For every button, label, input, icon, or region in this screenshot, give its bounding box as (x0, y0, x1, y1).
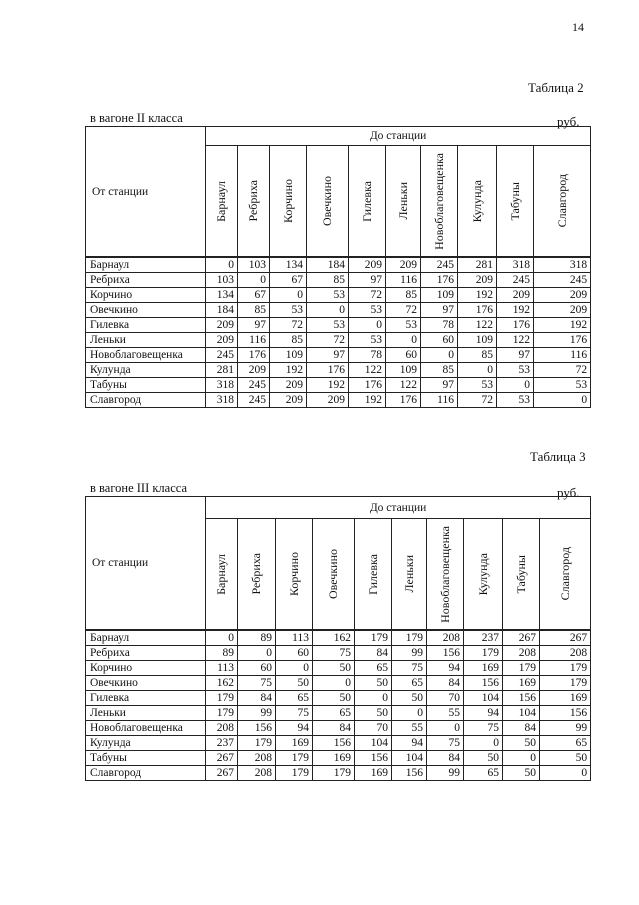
row-station-name: Ребриха (86, 646, 206, 661)
fare-cell: 84 (427, 751, 464, 766)
fare-cell: 169 (355, 766, 392, 781)
fare-cell: 109 (270, 348, 307, 363)
fare-cell: 84 (313, 721, 355, 736)
table-row (86, 630, 591, 646)
fare-cell: 0 (392, 706, 427, 721)
fare-cell: 208 (238, 766, 276, 781)
fare-cell: 89 (206, 646, 238, 661)
fare-cell: 94 (464, 706, 503, 721)
column-header-label: Гилевка (359, 180, 374, 222)
fare-table-second-class (85, 126, 591, 408)
column-header (276, 519, 313, 631)
fare-cell: 184 (206, 303, 238, 318)
row-station-name: Гилевка (86, 691, 206, 706)
column-header-label: Ребриха (249, 553, 263, 595)
fare-cell: 179 (276, 751, 313, 766)
table-row (86, 333, 591, 348)
fare-cell: 208 (238, 751, 276, 766)
row-station-name: Гилевка (86, 318, 206, 333)
fare-cell: 85 (307, 273, 349, 288)
fare-cell: 116 (421, 393, 458, 408)
fare-cell: 97 (349, 273, 386, 288)
fare-cell: 50 (464, 751, 503, 766)
fare-cell: 60 (421, 333, 458, 348)
table-row (86, 348, 591, 363)
column-header-label: Новоблаговещенка (431, 152, 446, 250)
fare-cell: 116 (238, 333, 270, 348)
column-header-label: Овечкино (320, 176, 334, 226)
fare-cell: 281 (206, 363, 238, 378)
fare-cell: 122 (386, 378, 421, 393)
row-station-name: Ребриха (86, 273, 206, 288)
fare-cell: 53 (458, 378, 497, 393)
fare-cell: 267 (206, 751, 238, 766)
fare-cell: 84 (503, 721, 540, 736)
column-header (392, 519, 427, 631)
column-header (458, 146, 497, 258)
fare-cell: 318 (206, 393, 238, 408)
fare-cell: 267 (206, 766, 238, 781)
fare-cell: 156 (427, 646, 464, 661)
column-header-label: Славгород (554, 174, 569, 228)
fare-cell: 176 (534, 333, 591, 348)
column-header (206, 146, 238, 258)
table2-caption: в вагоне II класса (90, 111, 183, 125)
fare-cell: 65 (540, 736, 591, 751)
fare-cell: 192 (270, 363, 307, 378)
fare-cell: 97 (421, 303, 458, 318)
column-header (464, 519, 503, 631)
fare-cell: 85 (386, 288, 421, 303)
fare-table-third-class (85, 496, 591, 781)
fare-cell: 85 (421, 363, 458, 378)
fare-cell: 209 (497, 288, 534, 303)
fare-cell: 104 (464, 691, 503, 706)
fare-cell: 134 (270, 257, 307, 273)
column-header-label: Гилевка (365, 553, 380, 595)
fare-cell: 75 (238, 676, 276, 691)
fare-cell: 208 (503, 646, 540, 661)
table-row (86, 646, 591, 661)
table-row (86, 736, 591, 751)
column-header-label: Кулунда (475, 552, 490, 596)
fare-cell: 75 (276, 706, 313, 721)
row-station-name: Славгород (86, 393, 206, 408)
fare-cell: 53 (497, 393, 534, 408)
fare-cell: 97 (238, 318, 270, 333)
column-header (503, 519, 540, 631)
fare-cell: 75 (313, 646, 355, 661)
fare-cell: 318 (497, 257, 534, 273)
column-header (355, 519, 392, 631)
fare-cell: 50 (355, 676, 392, 691)
fare-cell: 245 (421, 257, 458, 273)
fare-cell: 109 (386, 363, 421, 378)
fare-cell: 104 (503, 706, 540, 721)
fare-cell: 65 (464, 766, 503, 781)
table-row (86, 393, 591, 408)
fare-cell: 65 (276, 691, 313, 706)
fare-cell: 281 (458, 257, 497, 273)
column-header-label: Ребриха (246, 180, 260, 222)
row-station-name: Корчино (86, 661, 206, 676)
fare-cell: 85 (458, 348, 497, 363)
row-station-name: Кулунда (86, 736, 206, 751)
column-header (386, 146, 421, 258)
fare-cell: 169 (313, 751, 355, 766)
fare-cell: 72 (307, 333, 349, 348)
fare-cell: 0 (355, 691, 392, 706)
fare-cell: 50 (313, 661, 355, 676)
column-header (534, 146, 591, 258)
fare-cell: 192 (349, 393, 386, 408)
fare-cell: 60 (238, 661, 276, 676)
column-header (238, 146, 270, 258)
fare-cell: 94 (392, 736, 427, 751)
fare-cell: 85 (270, 333, 307, 348)
row-station-name: Новоблаговещенка (86, 721, 206, 736)
column-header (206, 519, 238, 631)
fare-cell: 0 (497, 378, 534, 393)
fare-cell: 176 (307, 363, 349, 378)
fare-cell: 99 (427, 766, 464, 781)
fare-cell: 156 (392, 766, 427, 781)
fare-cell: 169 (503, 676, 540, 691)
fare-cell: 53 (497, 363, 534, 378)
table-row (86, 257, 591, 273)
column-header (270, 146, 307, 258)
fare-cell: 0 (276, 661, 313, 676)
fare-cell: 179 (464, 646, 503, 661)
row-station-name: Леньки (86, 333, 206, 348)
fare-cell: 104 (392, 751, 427, 766)
column-header-label: Табуны (513, 554, 528, 594)
fare-cell: 94 (276, 721, 313, 736)
fare-cell: 0 (458, 363, 497, 378)
fare-cell: 245 (238, 378, 270, 393)
fare-cell: 113 (276, 630, 313, 646)
column-header-label: Новоблаговещенка (437, 525, 452, 623)
row-station-name: Барнаул (86, 257, 206, 273)
fare-cell: 75 (464, 721, 503, 736)
fare-cell: 176 (386, 393, 421, 408)
column-header (421, 146, 458, 258)
table-row (86, 661, 591, 676)
from-station-header: От станции (86, 127, 206, 258)
fare-cell: 97 (497, 348, 534, 363)
fare-cell: 116 (534, 348, 591, 363)
fare-cell: 245 (497, 273, 534, 288)
fare-cell: 122 (349, 363, 386, 378)
fare-cell: 109 (421, 288, 458, 303)
fare-cell: 209 (238, 363, 270, 378)
fare-cell: 53 (270, 303, 307, 318)
fare-cell: 179 (206, 706, 238, 721)
fare-cell: 0 (349, 318, 386, 333)
fare-cell: 176 (349, 378, 386, 393)
fare-cell: 179 (313, 766, 355, 781)
to-station-header: До станции (206, 127, 591, 146)
fare-cell: 53 (349, 333, 386, 348)
fare-cell: 72 (534, 363, 591, 378)
column-header (307, 146, 349, 258)
fare-cell: 50 (313, 691, 355, 706)
fare-cell: 176 (458, 303, 497, 318)
row-station-name: Славгород (86, 766, 206, 781)
fare-cell: 0 (238, 273, 270, 288)
fare-cell: 53 (307, 318, 349, 333)
fare-cell: 192 (458, 288, 497, 303)
row-station-name: Овечкино (86, 676, 206, 691)
fare-cell: 70 (355, 721, 392, 736)
fare-cell: 99 (238, 706, 276, 721)
fare-cell: 245 (206, 348, 238, 363)
fare-cell: 50 (503, 736, 540, 751)
fare-cell: 179 (392, 630, 427, 646)
fare-cell: 55 (392, 721, 427, 736)
fare-cell: 0 (421, 348, 458, 363)
fare-cell: 53 (386, 318, 421, 333)
fare-cell: 0 (206, 257, 238, 273)
fare-cell: 50 (392, 691, 427, 706)
fare-cell: 70 (427, 691, 464, 706)
fare-cell: 0 (503, 751, 540, 766)
fare-cell: 97 (307, 348, 349, 363)
fare-cell: 209 (534, 288, 591, 303)
fare-cell: 53 (307, 288, 349, 303)
fare-cell: 179 (540, 676, 591, 691)
table2-title: Таблица 2 (528, 80, 584, 95)
fare-cell: 0 (270, 288, 307, 303)
row-station-name: Табуны (86, 378, 206, 393)
fare-cell: 162 (313, 630, 355, 646)
fare-cell: 156 (503, 691, 540, 706)
fare-cell: 179 (206, 691, 238, 706)
fare-cell: 209 (458, 273, 497, 288)
column-header (497, 146, 534, 258)
fare-cell: 156 (313, 736, 355, 751)
column-header (427, 519, 464, 631)
fare-cell: 209 (270, 378, 307, 393)
fare-cell: 53 (534, 378, 591, 393)
fare-cell: 60 (276, 646, 313, 661)
row-station-name: Овечкино (86, 303, 206, 318)
fare-cell: 208 (427, 630, 464, 646)
fare-cell: 67 (270, 273, 307, 288)
fare-cell: 156 (540, 706, 591, 721)
column-header-label: Корчино (286, 552, 301, 596)
table-row (86, 303, 591, 318)
fare-cell: 192 (534, 318, 591, 333)
fare-cell: 113 (206, 661, 238, 676)
column-header-label: Барнаул (214, 180, 228, 222)
fare-cell: 245 (534, 273, 591, 288)
fare-cell: 89 (238, 630, 276, 646)
from-station-header: От станции (86, 497, 206, 631)
table-row (86, 706, 591, 721)
table-row (86, 288, 591, 303)
fare-cell: 156 (464, 676, 503, 691)
fare-cell: 318 (206, 378, 238, 393)
column-header (313, 519, 355, 631)
fare-cell: 209 (349, 257, 386, 273)
fare-cell: 237 (464, 630, 503, 646)
fare-cell: 85 (238, 303, 270, 318)
column-header (540, 519, 591, 631)
fare-cell: 97 (421, 378, 458, 393)
fare-cell: 0 (313, 676, 355, 691)
fare-cell: 72 (349, 288, 386, 303)
fare-cell: 209 (206, 333, 238, 348)
fare-cell: 50 (540, 751, 591, 766)
fare-cell: 65 (313, 706, 355, 721)
row-station-name: Корчино (86, 288, 206, 303)
column-header-label: Леньки (395, 182, 410, 220)
fare-cell: 179 (540, 661, 591, 676)
fare-cell: 209 (534, 303, 591, 318)
fare-cell: 192 (307, 378, 349, 393)
table-row (86, 751, 591, 766)
table-row (86, 318, 591, 333)
fare-cell: 99 (392, 646, 427, 661)
page-number: 14 (572, 20, 584, 34)
fare-cell: 103 (238, 257, 270, 273)
fare-cell: 0 (464, 736, 503, 751)
column-header-label: Леньки (401, 555, 416, 593)
fare-cell: 78 (349, 348, 386, 363)
table-row (86, 273, 591, 288)
fare-cell: 192 (497, 303, 534, 318)
fare-cell: 162 (206, 676, 238, 691)
fare-cell: 0 (427, 721, 464, 736)
column-header-label: Табуны (507, 181, 522, 221)
column-header-label: Кулунда (469, 179, 484, 223)
fare-cell: 99 (540, 721, 591, 736)
fare-cell: 184 (307, 257, 349, 273)
fare-cell: 75 (427, 736, 464, 751)
fare-cell: 65 (392, 676, 427, 691)
fare-cell: 176 (421, 273, 458, 288)
fare-cell: 84 (427, 676, 464, 691)
fare-cell: 122 (497, 333, 534, 348)
fare-cell: 109 (458, 333, 497, 348)
fare-cell: 0 (307, 303, 349, 318)
fare-cell: 169 (276, 736, 313, 751)
column-header-label: Барнаул (214, 553, 228, 595)
fare-cell: 156 (355, 751, 392, 766)
table3-title: Таблица 3 (530, 449, 586, 464)
table-row (86, 721, 591, 736)
fare-cell: 176 (497, 318, 534, 333)
fare-cell: 267 (540, 630, 591, 646)
fare-cell: 60 (386, 348, 421, 363)
fare-cell: 122 (458, 318, 497, 333)
fare-cell: 67 (238, 288, 270, 303)
column-header-label: Славгород (557, 547, 572, 601)
table3-unit: руб. (557, 485, 580, 500)
column-header (349, 146, 386, 258)
table-row (86, 766, 591, 781)
table-row (86, 378, 591, 393)
fare-cell: 179 (276, 766, 313, 781)
fare-cell: 104 (355, 736, 392, 751)
fare-cell: 209 (386, 257, 421, 273)
fare-cell: 0 (540, 766, 591, 781)
column-header (238, 519, 276, 631)
fare-cell: 53 (349, 303, 386, 318)
column-header-label: Овечкино (326, 549, 340, 599)
table-row (86, 691, 591, 706)
fare-cell: 0 (238, 646, 276, 661)
fare-cell: 179 (238, 736, 276, 751)
row-station-name: Табуны (86, 751, 206, 766)
fare-cell: 134 (206, 288, 238, 303)
row-station-name: Новоблаговещенка (86, 348, 206, 363)
table2-unit: руб. (557, 114, 580, 129)
fare-cell: 237 (206, 736, 238, 751)
fare-cell: 179 (355, 630, 392, 646)
fare-cell: 94 (427, 661, 464, 676)
row-station-name: Кулунда (86, 363, 206, 378)
fare-cell: 84 (238, 691, 276, 706)
column-header-label: Корчино (280, 179, 295, 223)
fare-cell: 156 (238, 721, 276, 736)
fare-cell: 179 (503, 661, 540, 676)
fare-cell: 208 (540, 646, 591, 661)
fare-cell: 208 (206, 721, 238, 736)
fare-cell: 169 (540, 691, 591, 706)
fare-cell: 72 (386, 303, 421, 318)
fare-cell: 0 (386, 333, 421, 348)
fare-cell: 50 (276, 676, 313, 691)
fare-cell: 267 (503, 630, 540, 646)
fare-cell: 84 (355, 646, 392, 661)
fare-cell: 209 (206, 318, 238, 333)
fare-cell: 0 (534, 393, 591, 408)
fare-cell: 75 (392, 661, 427, 676)
fare-cell: 55 (427, 706, 464, 721)
fare-cell: 116 (386, 273, 421, 288)
fare-cell: 209 (270, 393, 307, 408)
fare-cell: 78 (421, 318, 458, 333)
row-station-name: Барнаул (86, 630, 206, 646)
fare-cell: 65 (355, 661, 392, 676)
fare-cell: 318 (534, 257, 591, 273)
row-station-name: Леньки (86, 706, 206, 721)
fare-cell: 0 (206, 630, 238, 646)
fare-cell: 72 (270, 318, 307, 333)
fare-cell: 209 (307, 393, 349, 408)
to-station-header: До станции (206, 497, 591, 519)
fare-cell: 50 (503, 766, 540, 781)
fare-cell: 72 (458, 393, 497, 408)
fare-cell: 169 (464, 661, 503, 676)
table-row (86, 363, 591, 378)
fare-cell: 245 (238, 393, 270, 408)
fare-cell: 50 (355, 706, 392, 721)
table-row (86, 676, 591, 691)
table3-caption: в вагоне III класса (90, 481, 188, 495)
fare-cell: 103 (206, 273, 238, 288)
fare-cell: 176 (238, 348, 270, 363)
